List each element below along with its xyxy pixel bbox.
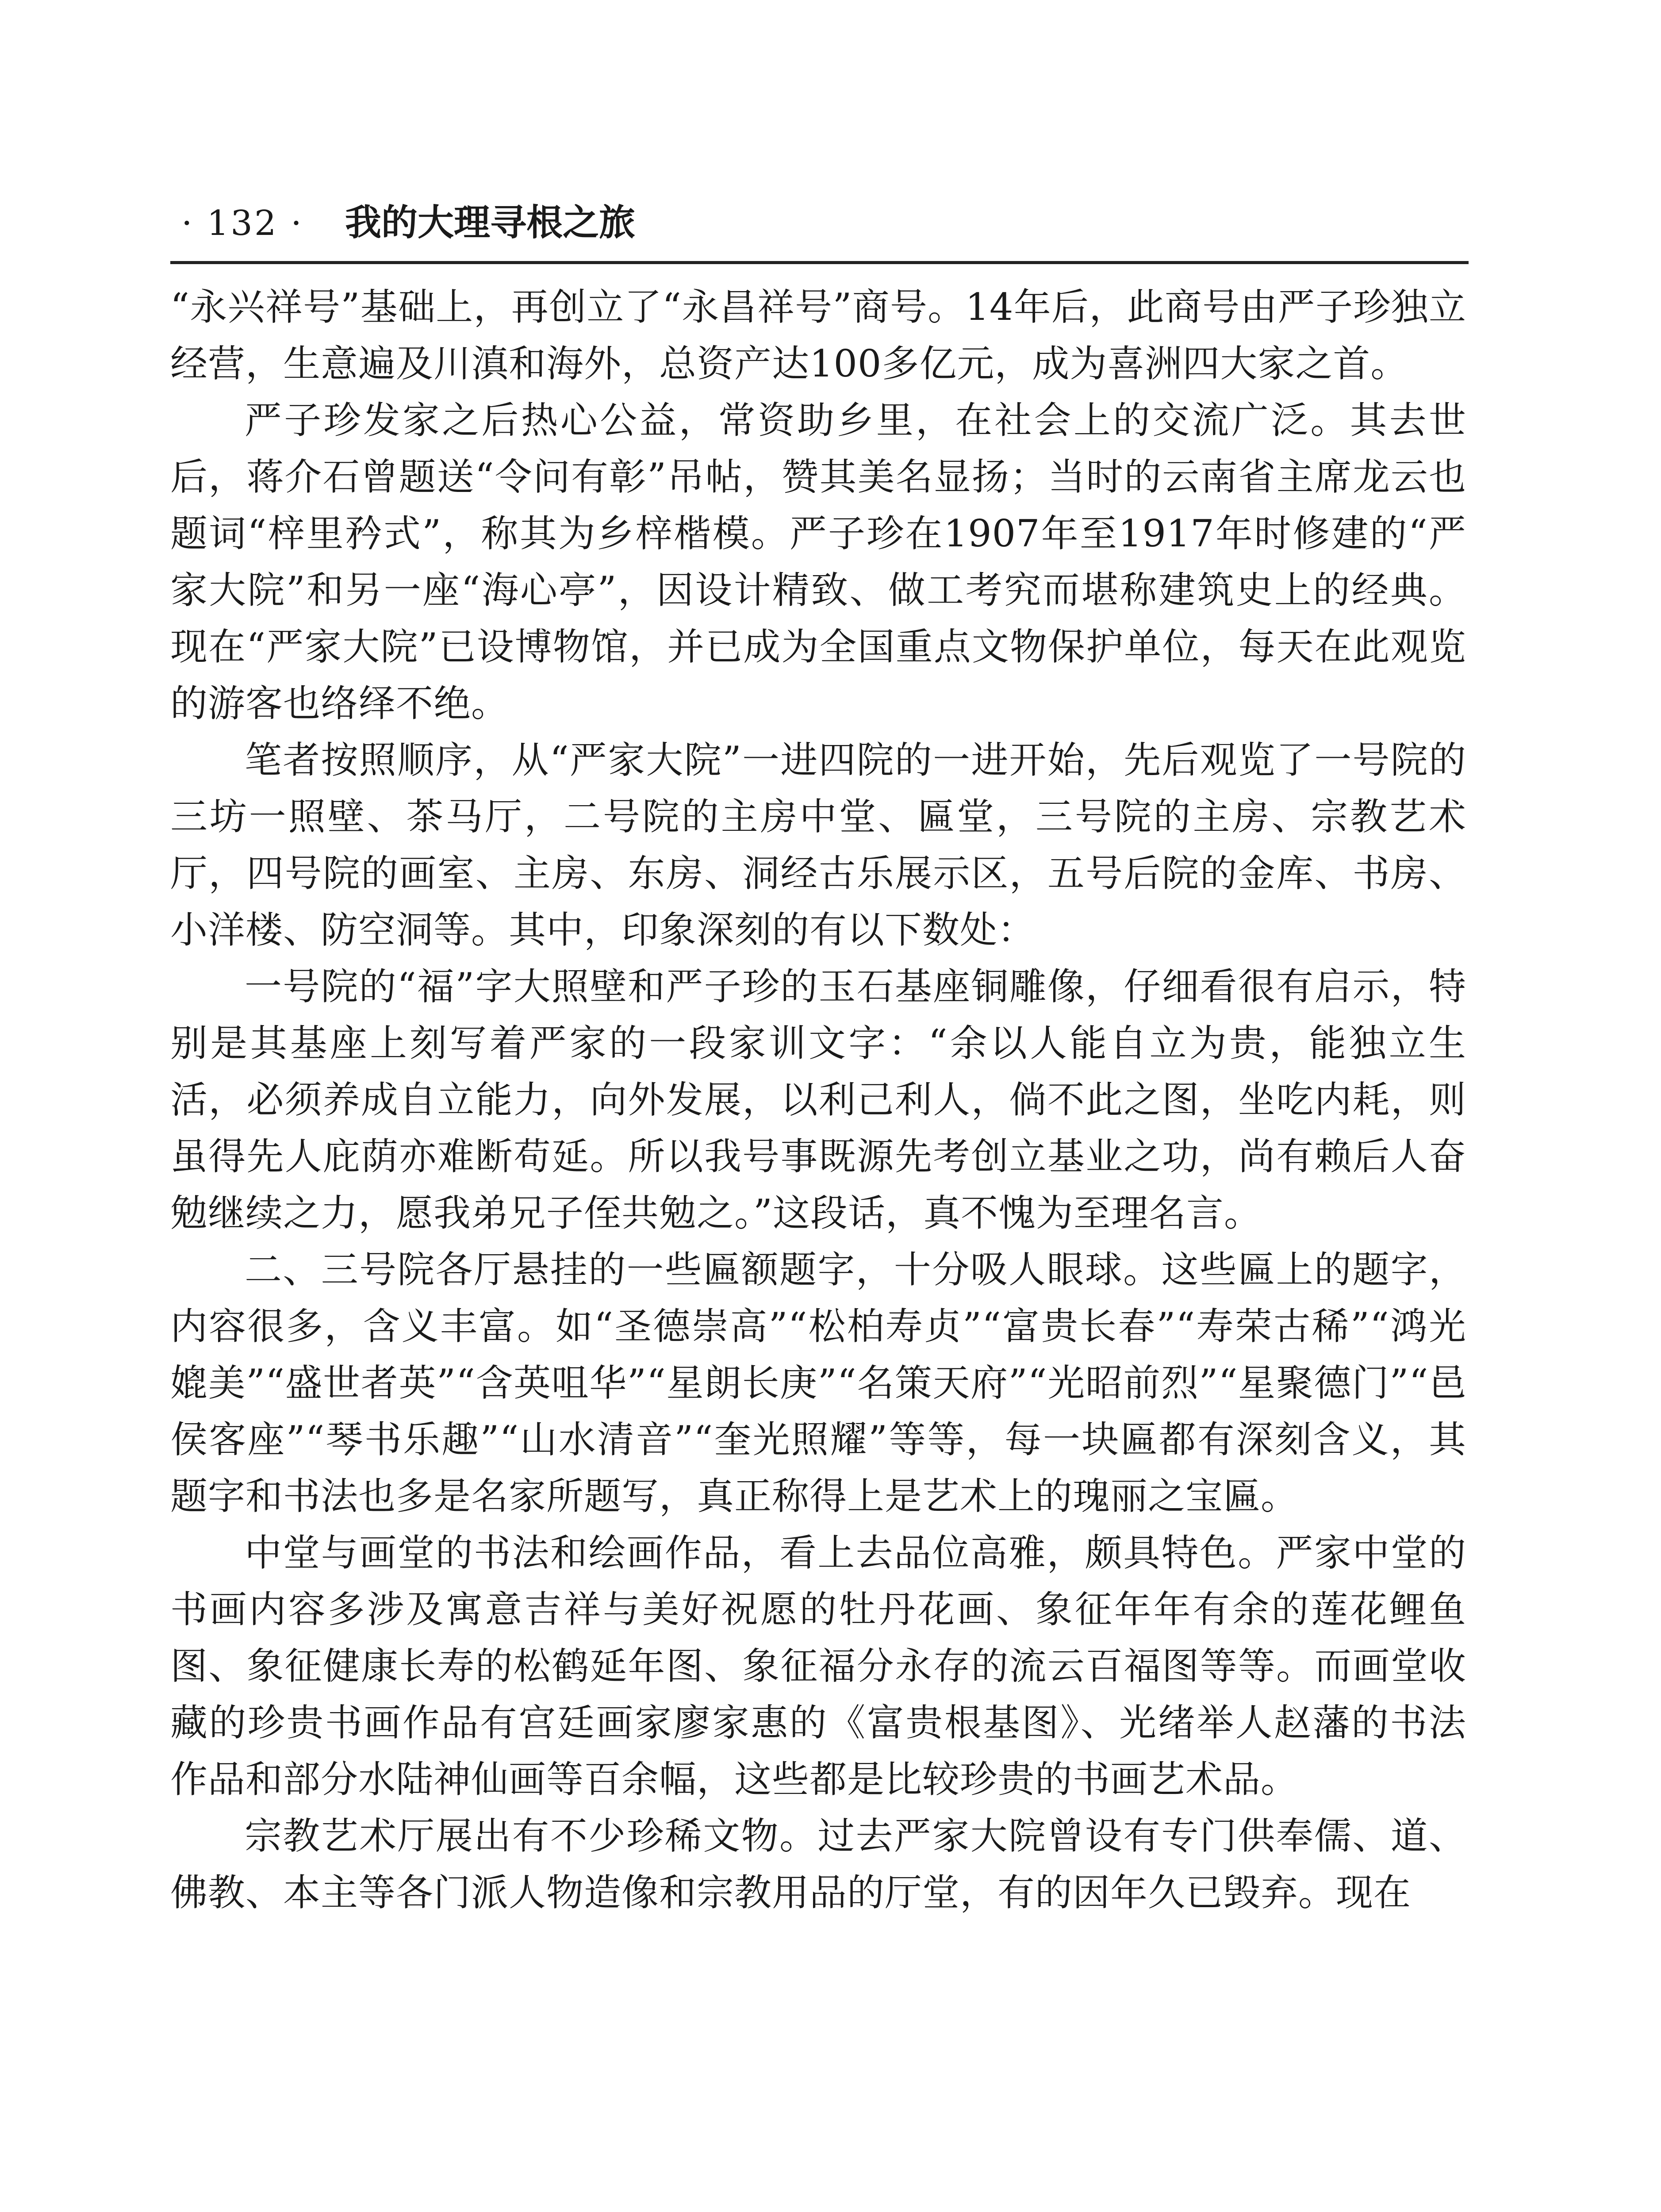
paragraph: 严子珍发家之后热心公益，常资助乡里，在社会上的交流广泛。其去世后，蒋介石曾题送“令问有彰”吊帖，赞其美名显扬；当时的云南省主席龙云也题词“梓里矜式”，称其为乡梓楷模。严子珍在1907年至1917年时修建的“严家大院”和另一座“海心亭”，因设计精致、做工考究而堪称建筑史上的经典。现在“严家大院”已设博物馆，并已成为全国重点文物保护单位，每天在此观览的游客也络绎不绝。 <box>170 399 1466 725</box>
running-header <box>170 190 1469 257</box>
body-text <box>170 279 1466 1921</box>
paragraph: 宗教艺术厅展出有不少珍稀文物。过去严家大院曾设有专门供奉儒、道、佛教、本主等各门派人物造像和宗教用品的厅堂，有的因年久已毁弃。现在 <box>170 1814 1466 1914</box>
paragraph-continued: “永兴祥号”基础上，再创立了“永昌祥号”商号。14年后，此商号由严子珍独立经营，生意遍及川滇和海外，总资产达100多亿元，成为喜洲四大家之首。 <box>170 285 1466 385</box>
paragraph: 二、三号院各厅悬挂的一些匾额题字，十分吸人眼球。这些匾上的题字，内容很多，含义丰富。如“圣德崇高”“松柏寿贞”“富贵长春”“寿荣古稀”“鸿光媲美”“盛世者英”“含英咀华”“星朗长庚”“名策天府”“光昭前烈”“星聚德门”“邑侯客座”“琴书乐趣”“山水清音”“奎光照耀”等等，每一块匾都有深刻含义，其题字和书法也多是名家所题写，真正称得上是艺术上的瑰丽之宝匾。 <box>170 1248 1466 1518</box>
header-rule <box>170 261 1469 264</box>
paragraph: 中堂与画堂的书法和绘画作品，看上去品位高雅，颇具特色。严家中堂的书画内容多涉及寓意吉祥与美好祝愿的牡丹花画、象征年年有余的莲花鲤鱼图、象征健康长寿的松鹤延年图、象征福分永存的流云百福图等等。而画堂收藏的珍贵书画作品有宫廷画家廖家惠的《富贵根基图》、光绪举人赵藩的书法作品和部分水陆神仙画等百余幅，这些都是比较珍贵的书画艺术品。 <box>170 1531 1466 1801</box>
paragraph: 笔者按照顺序，从“严家大院”一进四院的一进开始，先后观览了一号院的三坊一照壁、茶马厅，二号院的主房中堂、匾堂，三号院的主房、宗教艺术厅，四号院的画室、主房、东房、洞经古乐展示区，五号后院的金库、书房、小洋楼、防空洞等。其中，印象深刻的有以下数处： <box>170 738 1466 952</box>
page-number: · 132 · <box>181 204 304 243</box>
paragraph: 一号院的“福”字大照壁和严子珍的玉石基座铜雕像，仔细看很有启示，特别是其基座上刻写着严家的一段家训文字：“余以人能自立为贵，能独立生活，必须养成自立能力，向外发展，以利己利人，倘不此之图，坐吃内耗，则虽得先人庇荫亦难断苟延。所以我号事既源先考创立基业之功，尚有赖后人奋勉继续之力，愿我弟兄子侄共勉之。”这段话，真不愧为至理名言。 <box>170 965 1466 1235</box>
book-title: 我的大理寻根之旅 <box>345 202 636 244</box>
